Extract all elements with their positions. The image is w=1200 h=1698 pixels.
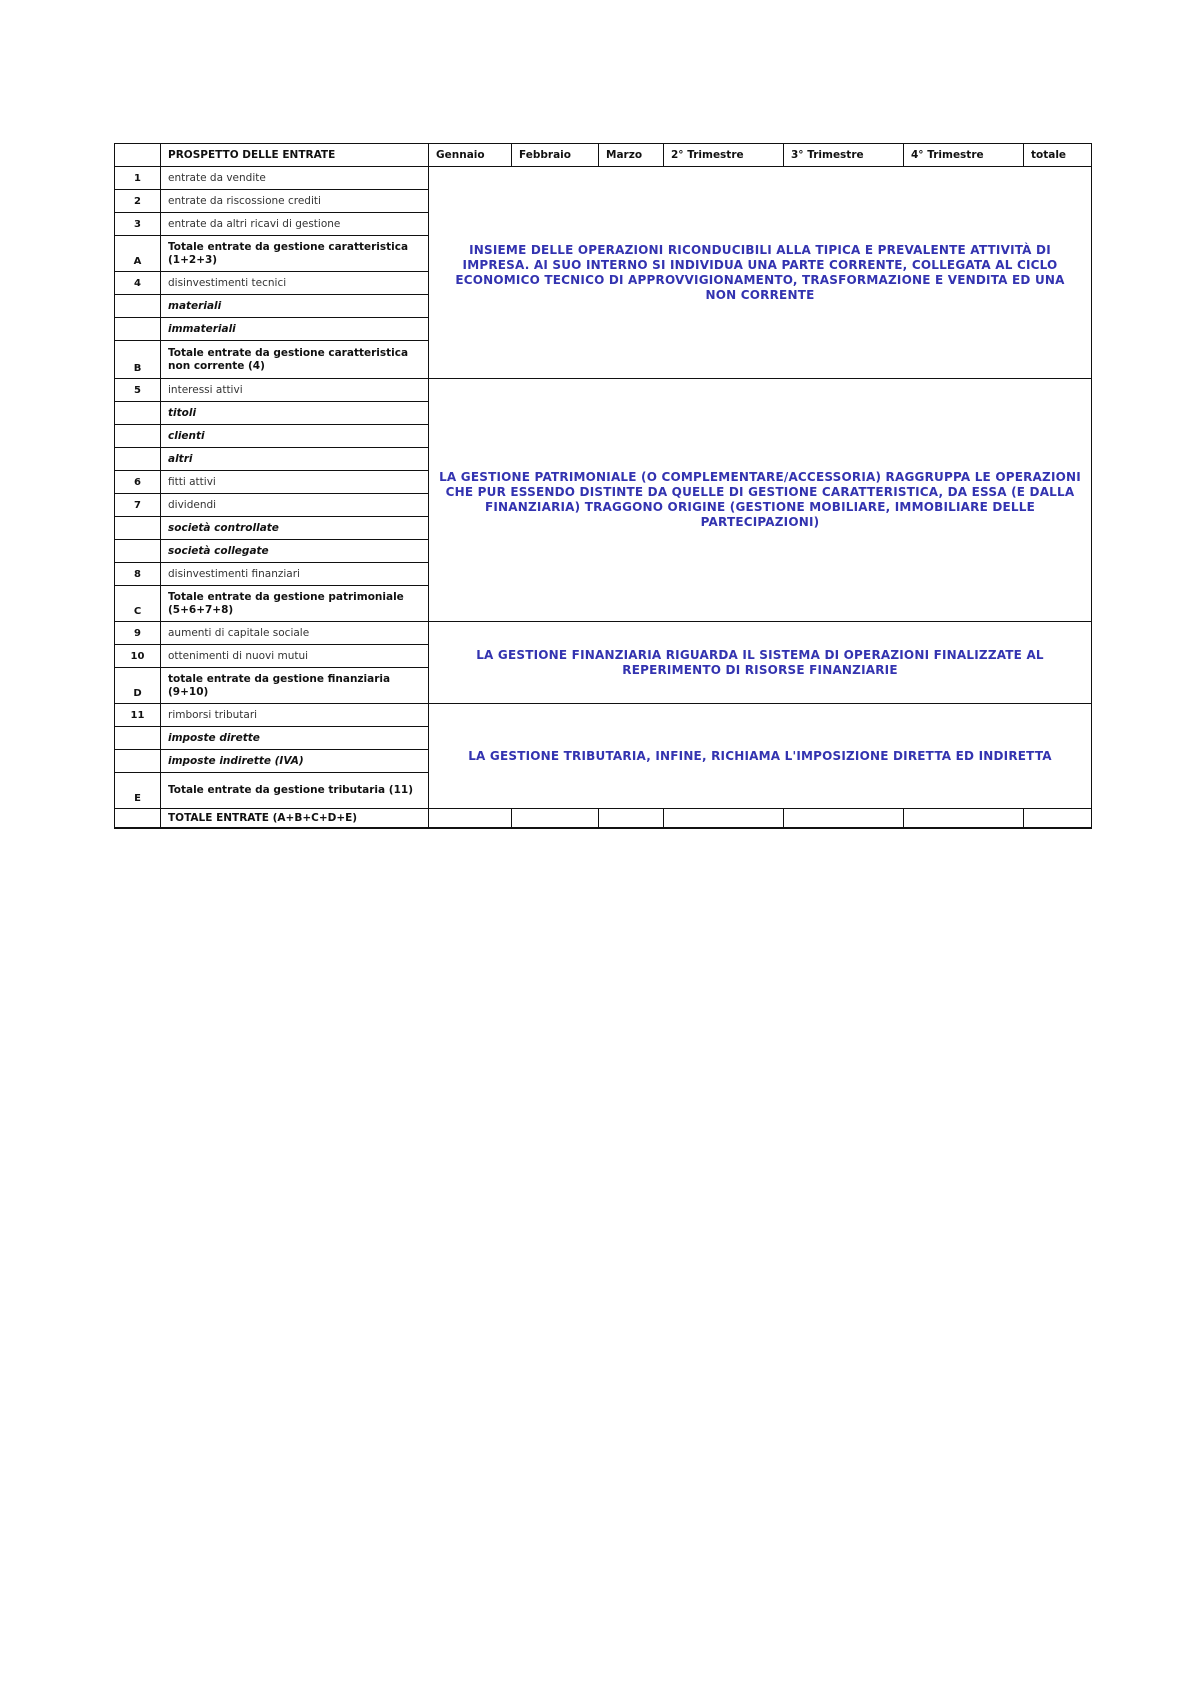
row-number (115, 517, 161, 540)
row-label: Totale entrate da gestione patrimoniale (5+6+7+8) (161, 586, 429, 622)
row-number: 7 (115, 494, 161, 517)
row-number: E (115, 773, 161, 809)
row-number: C (115, 586, 161, 622)
row-label: disinvestimenti tecnici (161, 272, 429, 295)
row-label: Totale entrate da gestione caratteristica non corrente (4) (161, 341, 429, 379)
row-label: entrate da altri ricavi di gestione (161, 213, 429, 236)
row-label: disinvestimenti finanziari (161, 563, 429, 586)
row-label: entrate da vendite (161, 167, 429, 190)
row-label: interessi attivi (161, 379, 429, 402)
row-number (115, 425, 161, 448)
col-header-febbraio: Febbraio (512, 144, 599, 167)
total-corner-cell (115, 809, 161, 829)
row-number: B (115, 341, 161, 379)
table-row (115, 622, 1092, 645)
row-label: titoli (161, 402, 429, 425)
row-number: 6 (115, 471, 161, 494)
row-number: 4 (115, 272, 161, 295)
section-description-tributaria: LA GESTIONE TRIBUTARIA, INFINE, RICHIAMA L'IMPOSIZIONE DIRETTA ED INDIRETTA (429, 704, 1092, 809)
row-number: 1 (115, 167, 161, 190)
total-cell-marzo (599, 809, 664, 829)
table-row (115, 167, 1092, 190)
row-number: 11 (115, 704, 161, 727)
section-description-caratteristica: INSIEME DELLE OPERAZIONI RICONDUCIBILI ALLA TIPICA E PREVALENTE ATTIVITÀ DI IMPRESA. AI SUO INTERNO SI INDIVIDUA UNA PARTE CORRENTE, COLLEGATA AL CICLO ECONOMICO TECNICO DI APPROVVIGIONAMENTO, TRASFORMAZIONE E VENDITA ED UNA NON CORRENTE (429, 167, 1092, 379)
row-label: società controllate (161, 517, 429, 540)
row-label: totale entrate da gestione finanziaria (9+10) (161, 668, 429, 704)
table-title: PROSPETTO DELLE ENTRATE (161, 144, 429, 167)
row-number (115, 727, 161, 750)
row-label: clienti (161, 425, 429, 448)
row-label: rimborsi tributari (161, 704, 429, 727)
header-row (115, 144, 1092, 167)
total-cell-gennaio (429, 809, 512, 829)
col-header-2-trimestre: 2° Trimestre (664, 144, 784, 167)
row-number (115, 540, 161, 563)
entrate-table (114, 143, 1092, 829)
col-header-gennaio: Gennaio (429, 144, 512, 167)
row-number: 9 (115, 622, 161, 645)
table-row (115, 379, 1092, 402)
row-label: entrate da riscossione crediti (161, 190, 429, 213)
row-number: D (115, 668, 161, 704)
col-header-3-trimestre: 3° Trimestre (784, 144, 904, 167)
row-label: imposte dirette (161, 727, 429, 750)
row-number: 8 (115, 563, 161, 586)
row-number (115, 448, 161, 471)
row-label: dividendi (161, 494, 429, 517)
table-row (115, 704, 1092, 727)
total-label: TOTALE ENTRATE (A+B+C+D+E) (161, 809, 429, 829)
row-label: ottenimenti di nuovi mutui (161, 645, 429, 668)
row-label: altri (161, 448, 429, 471)
row-label: Totale entrate da gestione caratteristica (1+2+3) (161, 236, 429, 272)
row-label: fitti attivi (161, 471, 429, 494)
row-label: imposte indirette (IVA) (161, 750, 429, 773)
total-cell-4-trimestre (904, 809, 1024, 829)
row-number (115, 318, 161, 341)
col-header-totale: totale (1024, 144, 1092, 167)
section-description-patrimoniale: LA GESTIONE PATRIMONIALE (O COMPLEMENTARE/ACCESSORIA) RAGGRUPPA LE OPERAZIONI CHE PUR ESSENDO DISTINTE DA QUELLE DI GESTIONE CARATTERISTICA, DA ESSA (E DALLA FINANZIARIA) TRAGGONO ORIGINE (GESTIONE MOBILIARE, IMMOBILIARE DELLE PARTECIPAZIONI) (429, 379, 1092, 622)
row-number (115, 402, 161, 425)
total-row (115, 809, 1092, 829)
total-cell-2-trimestre (664, 809, 784, 829)
row-label: Totale entrate da gestione tributaria (11) (161, 773, 429, 809)
section-description-finanziaria: LA GESTIONE FINANZIARIA RIGUARDA IL SISTEMA DI OPERAZIONI FINALIZZATE AL REPERIMENTO DI RISORSE FINANZIARIE (429, 622, 1092, 704)
total-cell-totale (1024, 809, 1092, 829)
col-header-marzo: Marzo (599, 144, 664, 167)
row-number: A (115, 236, 161, 272)
row-number: 2 (115, 190, 161, 213)
row-number (115, 295, 161, 318)
row-number (115, 750, 161, 773)
total-cell-febbraio (512, 809, 599, 829)
row-label: aumenti di capitale sociale (161, 622, 429, 645)
row-label: società collegate (161, 540, 429, 563)
row-number: 3 (115, 213, 161, 236)
row-label: immateriali (161, 318, 429, 341)
col-header-4-trimestre: 4° Trimestre (904, 144, 1024, 167)
total-cell-3-trimestre (784, 809, 904, 829)
row-number: 10 (115, 645, 161, 668)
row-label: materiali (161, 295, 429, 318)
header-corner-cell (115, 144, 161, 167)
row-number: 5 (115, 379, 161, 402)
